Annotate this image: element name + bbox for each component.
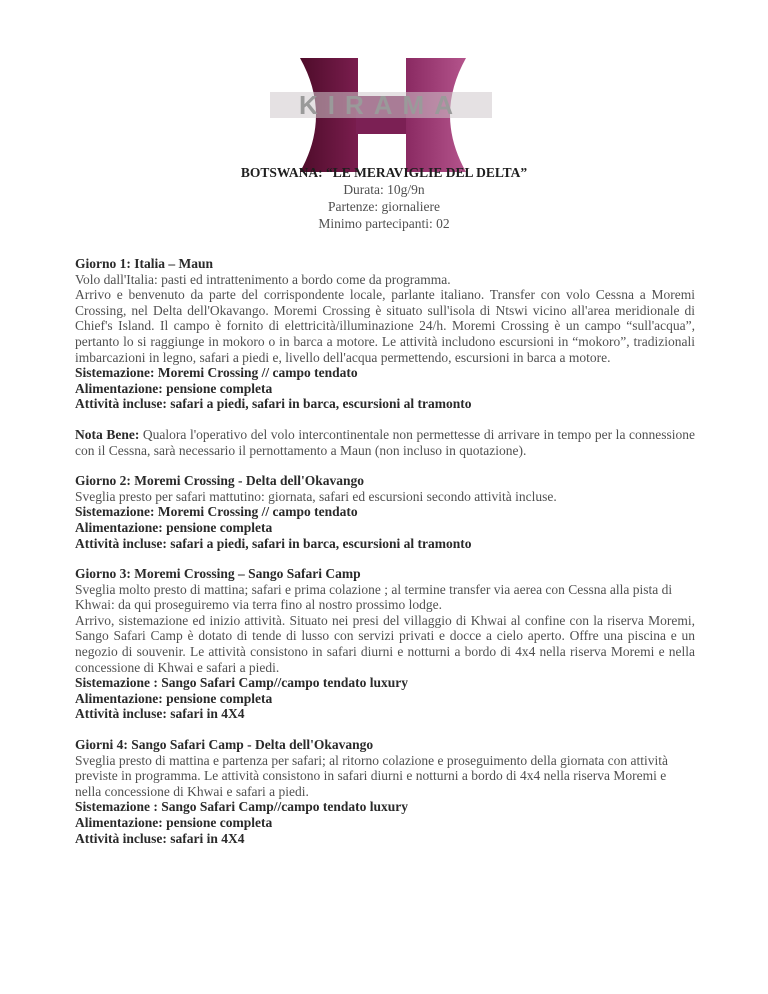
day-paragraph: Volo dall'Italia: pasti ed intrattenimento a bordo come da programma.	[75, 271, 451, 287]
day-section	[75, 566, 695, 722]
nota-bene-label: Nota Bene:	[75, 426, 140, 442]
day-heading: Giorno 1: Italia – Maun	[75, 256, 214, 271]
durata-line: Durata: 10g/9n	[343, 182, 425, 197]
sistemazione-line: Sistemazione: Moremi Crossing // campo tendato	[75, 365, 358, 381]
attivita-line: Attività incluse: safari in 4X4	[75, 706, 245, 722]
day-paragraph: Sveglia molto presto di mattina; safari e prima colazione ; al termine transfer via aerea con Cessna alla pista di Khwai: da qui proseguiremo via terra fino al nostro prossimo lodge.	[75, 581, 673, 613]
sistemazione-line: Sistemazione: Moremi Crossing // campo tendato	[75, 504, 358, 520]
attivita-line: Attività incluse: safari in 4X4	[75, 830, 245, 846]
partenze-line: Partenze: giornaliere	[327, 199, 441, 214]
kirama-logo	[270, 56, 492, 174]
day-paragraph: Sveglia presto di mattina e partenza per safari; al ritorno colazione e proseguimento della giornata con attività previste in programma. Le attività consistono in safari diurni e notturni a bordo di 4x4 nella riserva Moremi e nella concessione di Khwai e safari a piedi.	[75, 752, 669, 799]
day-paragraph: Sveglia presto per safari mattutino: giornata, safari ed escursioni secondo attività incluse.	[75, 488, 557, 504]
logo-text: KIRAMA	[299, 90, 463, 120]
day-section	[75, 737, 695, 846]
kirama-logo-graphic	[270, 56, 492, 174]
document-header	[0, 164, 768, 232]
day-heading: Giorno 2: Moremi Crossing - Delta dell'Okavango	[75, 473, 364, 489]
nota-bene	[75, 427, 695, 458]
day-paragraph: Arrivo, sistemazione ed inizio attività. Situato nei presi del villaggio di Khwai al confine con la riserva Moremi, Sango Safari Camp è dotato di tende di lusso con servizi privati e docce a cielo aperto. Offre una piscina e un negozio di souvenir. Le attività consistono in safari diurni e notturni a bordo di 4x4 nella riserva Moremi e nella concessione di Khwai e safari a piedi.	[75, 612, 695, 675]
alimentazione-line: Alimentazione: pensione completa	[75, 815, 273, 830]
itinerary-body	[75, 256, 695, 861]
document-title: BOTSWANA: “LE MERAVIGLIE DEL DELTA”	[240, 165, 528, 180]
day-heading: Giorno 3: Moremi Crossing – Sango Safari Camp	[75, 566, 361, 582]
sistemazione-line: Sistemazione : Sango Safari Camp//campo tendato luxury	[75, 675, 409, 691]
day-section	[75, 256, 695, 412]
alimentazione-line: Alimentazione: pensione completa	[75, 380, 273, 396]
day-paragraph: Arrivo e benvenuto da parte del corrispondente locale, parlante italiano. Transfer con volo Cessna a Moremi Crossing, nel Delta dell'Okavango. Moremi Crossing è situato sull'isola di Ntswi vicino all'area meridionale di Chief's Island. Il campo è fornito di elettricità/illuminazione 24/h. Moremi Crossing è un campo “sull'acqua”, pertanto lo si raggiunge in mokoro o in barca a motore. Le attività includono escursioni in “mokoro”, tradizionali imbarcazioni in legno, safari a piedi e, livello dell'acqua permettendo, escursioni in barca a motore.	[75, 287, 695, 365]
minimo-line: Minimo partecipanti: 02	[318, 216, 450, 231]
nota-bene-text: Qualora l'operativo del volo intercontinentale non permettesse di arrivare in tempo per la connessione con il Cessna, sarà necessario il pernottamento a Maun (non incluso in quotazione).	[75, 426, 695, 458]
sistemazione-line: Sistemazione : Sango Safari Camp//campo tendato luxury	[75, 799, 409, 815]
attivita-line: Attività incluse: safari a piedi, safari in barca, escursioni al tramonto	[75, 535, 472, 551]
alimentazione-line: Alimentazione: pensione completa	[75, 690, 273, 706]
day-section	[75, 473, 695, 551]
day-heading: Giorni 4: Sango Safari Camp - Delta dell'Okavango	[75, 737, 374, 753]
alimentazione-line: Alimentazione: pensione completa	[75, 519, 273, 535]
attivita-line: Attività incluse: safari a piedi, safari in barca, escursioni al tramonto	[75, 396, 472, 412]
